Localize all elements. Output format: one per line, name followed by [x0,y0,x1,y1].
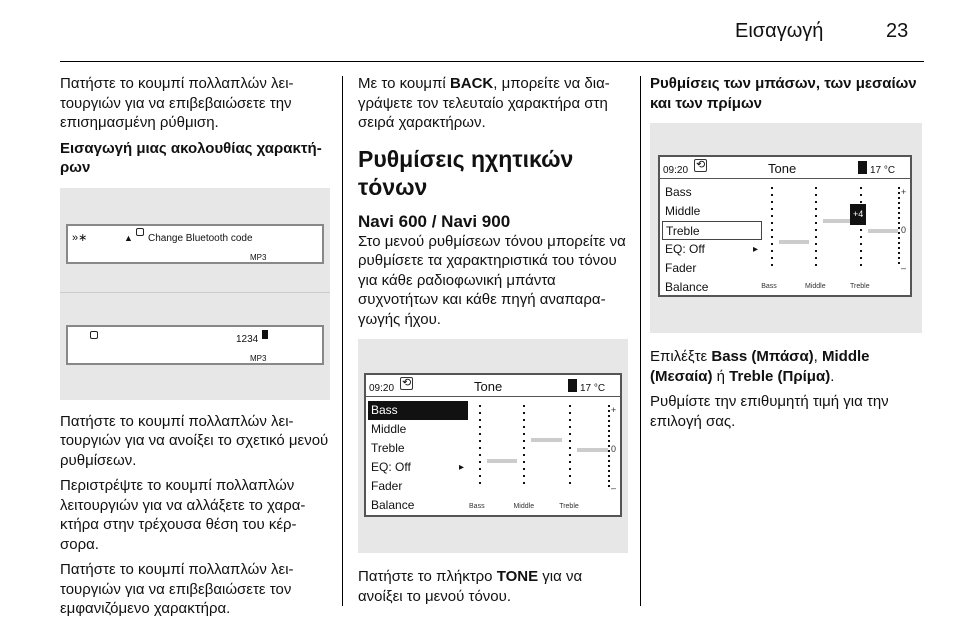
menu-item-bass[interactable]: Bass [368,401,468,420]
scale-dot [815,201,817,203]
scale-dot [608,475,610,477]
paragraph: Πατήστε το κουμπί πολλαπλών λειτουργιών για να επιβεβαιώσετε τον εμφανιζόμενο χαρακτήρα. [60,561,294,617]
scale-dot [523,468,525,470]
scale-dot [479,433,481,435]
scale-dot [479,440,481,442]
paragraph: Ρυθμίστε την επιθυμητή τιμή για την επιλογή σας. [650,393,889,430]
bluetooth-icon: »∗ [72,231,88,244]
scale-zero: 0 [611,444,617,454]
scale-dot [523,412,525,414]
header-rule [60,61,924,62]
scale-dot [479,419,481,421]
scale-dot [523,482,525,484]
menu-item-middle[interactable]: Middle [665,204,701,218]
scale-dot [569,412,571,414]
scale-dot [569,447,571,449]
paragraph: Με το κουμπί BACK, μπορείτε να διαγράψετε τον τελευταίο χαρακτήρα στη σειρά χαρακτήρων. [358,75,610,131]
code-value: 1234 [236,333,259,345]
phone-icon [568,379,577,392]
subsection-heading: Navi 600 / Navi 900 [358,211,511,231]
column-divider [640,76,641,606]
scale-plus: + [901,187,907,197]
scale-dot [608,480,610,482]
scale-dot [523,454,525,456]
section-heading: Εισαγωγή μιας ακολουθίας χαρακτήρων [60,139,322,176]
menu-item-eq[interactable]: EQ: Off ▸ [662,240,762,259]
scale-dot [608,410,610,412]
scale-dot [523,405,525,407]
scale-dot [898,187,900,189]
page-number: 23 [886,20,909,42]
scale-zero: 0 [901,225,907,235]
bluetooth-code-screen [66,224,324,264]
section-heading: Ρυθμίσεις ηχητικών τόνων [358,145,574,200]
scale-dot [815,229,817,231]
slider-label: Treble [850,283,870,290]
value-badge: +4 [850,204,866,226]
scale-dot [771,264,773,266]
scale-dot [523,440,525,442]
scale-dot [815,208,817,210]
scale-dot [608,465,610,467]
scale-dot [860,187,862,189]
column-divider [342,76,343,606]
menu-item-balance[interactable]: Balance [665,280,709,294]
scale-dot [608,425,610,427]
scale-dot [523,433,525,435]
lock-icon [136,228,144,236]
scale-dot [898,232,900,234]
scale-dot [860,243,862,245]
audio-source-icon: ⟲ [402,377,412,389]
scale-dot [608,430,610,432]
scale-dot [608,485,610,487]
scale-dot [569,440,571,442]
header-title: Εισαγωγή [735,20,824,42]
tone-menu [662,183,762,297]
clock: 09:20 [663,165,689,176]
scale-dot [771,229,773,231]
scale-dot [479,468,481,470]
divider [60,292,330,293]
scale-dot [815,194,817,196]
scale-minus: – [901,263,907,273]
scale-dot [569,433,571,435]
temperature: 17 °C [580,383,606,394]
scale-dot [771,250,773,252]
scale-dot [815,250,817,252]
cursor-icon [262,330,268,339]
scale-dot [815,187,817,189]
slider-label: Bass [469,503,485,510]
scale-dot [608,420,610,422]
menu-item-eq[interactable]: EQ: Off ▸ [368,458,468,477]
scale-plus: + [611,405,617,415]
slider-knob [868,229,898,233]
lock-icon [90,331,98,339]
scale-dot [569,405,571,407]
menu-item-treble[interactable]: Treble [371,441,405,455]
scale-dot [608,455,610,457]
scale-dot [523,447,525,449]
scale-dot [815,264,817,266]
scale-dot [479,426,481,428]
scale-dot [479,454,481,456]
scale-dot [815,236,817,238]
screen-title: Tone [768,161,797,176]
scale-dot [608,470,610,472]
scale-dot [608,460,610,462]
scale-dot [608,450,610,452]
scale-dot [771,243,773,245]
scale-dot [608,415,610,417]
scale-dot [479,447,481,449]
tone-figure [650,123,922,333]
scale-dot [898,227,900,229]
menu-item-treble[interactable]: Treble [662,221,762,240]
scale-dot [569,426,571,428]
subsection-heading: Ρυθμίσεις των μπάσων, των μεσαίων και των πρίμων [650,75,917,112]
scale-dot [860,264,862,266]
scale-dot [771,222,773,224]
chevron-right-icon: ▸ [752,244,758,255]
screen-title: Tone [474,379,503,394]
scale-dot [771,215,773,217]
scale-dot [898,252,900,254]
scale-dot [898,197,900,199]
up-arrow-icon: ▲ [124,232,133,243]
scale-dot [771,187,773,189]
code-entry-screen [66,325,324,365]
slider-knob [487,459,517,463]
slider-knob [531,438,561,442]
scale-dot [479,482,481,484]
scale-dot [898,262,900,264]
scale-dot [860,194,862,196]
screen-label: Change Bluetooth code [148,232,253,244]
scale-dot [898,207,900,209]
scale-dot [898,237,900,239]
audio-source-icon: ⟲ [696,159,706,171]
paragraph: Περιστρέψτε το κουμπί πολλαπλών λειτουργιών για να αλλάξετε το χαρακτήρα στην τρέχουσα θέση του κέρσορα. [60,477,306,553]
scale-dot [608,405,610,407]
scale-dot [860,236,862,238]
status-bar [366,375,620,397]
scale-dot [898,217,900,219]
slider-knob [779,240,809,244]
scale-dot [898,257,900,259]
menu-item-middle[interactable]: Middle [371,422,407,436]
scale-dot [479,405,481,407]
scale-dot [771,194,773,196]
back-key-name: BACK [449,75,494,92]
scale-dot [815,257,817,259]
column-3 [650,74,922,437]
slider-label: Middle [513,503,535,510]
paragraph: Επιλέξτε Bass (Μπάσα), Middle (Μεσαία) ή Treble (Πρίμα). [650,348,870,385]
clock: 09:20 [369,383,395,394]
tone-screen [364,373,622,517]
scale-dot [523,426,525,428]
scale-dot [898,202,900,204]
scale-dot [523,461,525,463]
tone-screen [658,155,912,297]
scale-dot [608,440,610,442]
scale-dot [569,482,571,484]
scale-dot [771,201,773,203]
temperature: 17 °C [870,165,896,176]
paragraph: Πατήστε το κουμπί πολλαπλών λειτουργιών για να ανοίξει το σχετικό μενού ρυθμίσεων. [60,412,329,469]
scale-dot [569,468,571,470]
scale-dot [608,445,610,447]
scale-dot [898,242,900,244]
scale-dot [569,419,571,421]
tone-menu [368,401,468,515]
scale-dot [898,247,900,249]
paragraph: Στο μενού ρυθμίσεων τόνου μπορείτε να ρυθμίσετε τα χαρακτηριστικά του τόνου για κάθε ραδιοφωνική μπάντα συχνοτήτων και κάθε πηγή αναπαραγωγής ήχου. [358,232,626,328]
scale-dot [815,243,817,245]
scale-dot [898,212,900,214]
scale-dot [860,201,862,203]
scale-dot [608,435,610,437]
slider-knob [577,448,607,452]
menu-item-fader[interactable]: Fader [371,479,403,493]
phone-icon [858,161,867,174]
paragraph: Πατήστε το πλήκτρο TONE για να ανοίξει το μενού τόνου. [358,568,583,605]
scale-dot [860,250,862,252]
scale-dot [860,257,862,259]
scale-dot [523,475,525,477]
scale-dot [898,222,900,224]
screen-source: MP3 [250,353,267,363]
scale-dot [569,454,571,456]
slider-label: Treble [559,503,579,510]
scale-dot [860,229,862,231]
bluetooth-code-figure [60,188,330,400]
menu-item-fader[interactable]: Fader [665,261,697,275]
chevron-right-icon: ▸ [458,462,464,473]
column-1 [60,74,330,625]
scale-dot [815,222,817,224]
scale-minus: – [611,483,617,493]
tone-key-name: TONE [496,568,539,585]
paragraph: Πατήστε το κουμπί πολλαπλών λειτουργιών για να επιβεβαιώσετε την επισημασμένη ρύθμιση. [60,75,294,131]
scale-dot [523,419,525,421]
status-bar [660,157,910,179]
menu-item-balance[interactable]: Balance [371,498,415,512]
screen-source: MP3 [250,252,267,262]
column-2 [358,74,628,612]
scale-dot [815,215,817,217]
slider-label: Bass [761,283,777,290]
scale-dot [898,192,900,194]
scale-dot [479,412,481,414]
scale-dot [771,257,773,259]
scale-dot [771,208,773,210]
scale-dot [569,461,571,463]
scale-dot [569,475,571,477]
slider-label: Middle [805,283,826,290]
menu-item-bass[interactable]: Bass [665,185,692,199]
scale-dot [479,461,481,463]
scale-dot [771,236,773,238]
slider-knob [823,219,853,223]
scale-dot [479,475,481,477]
tone-figure [358,339,628,553]
